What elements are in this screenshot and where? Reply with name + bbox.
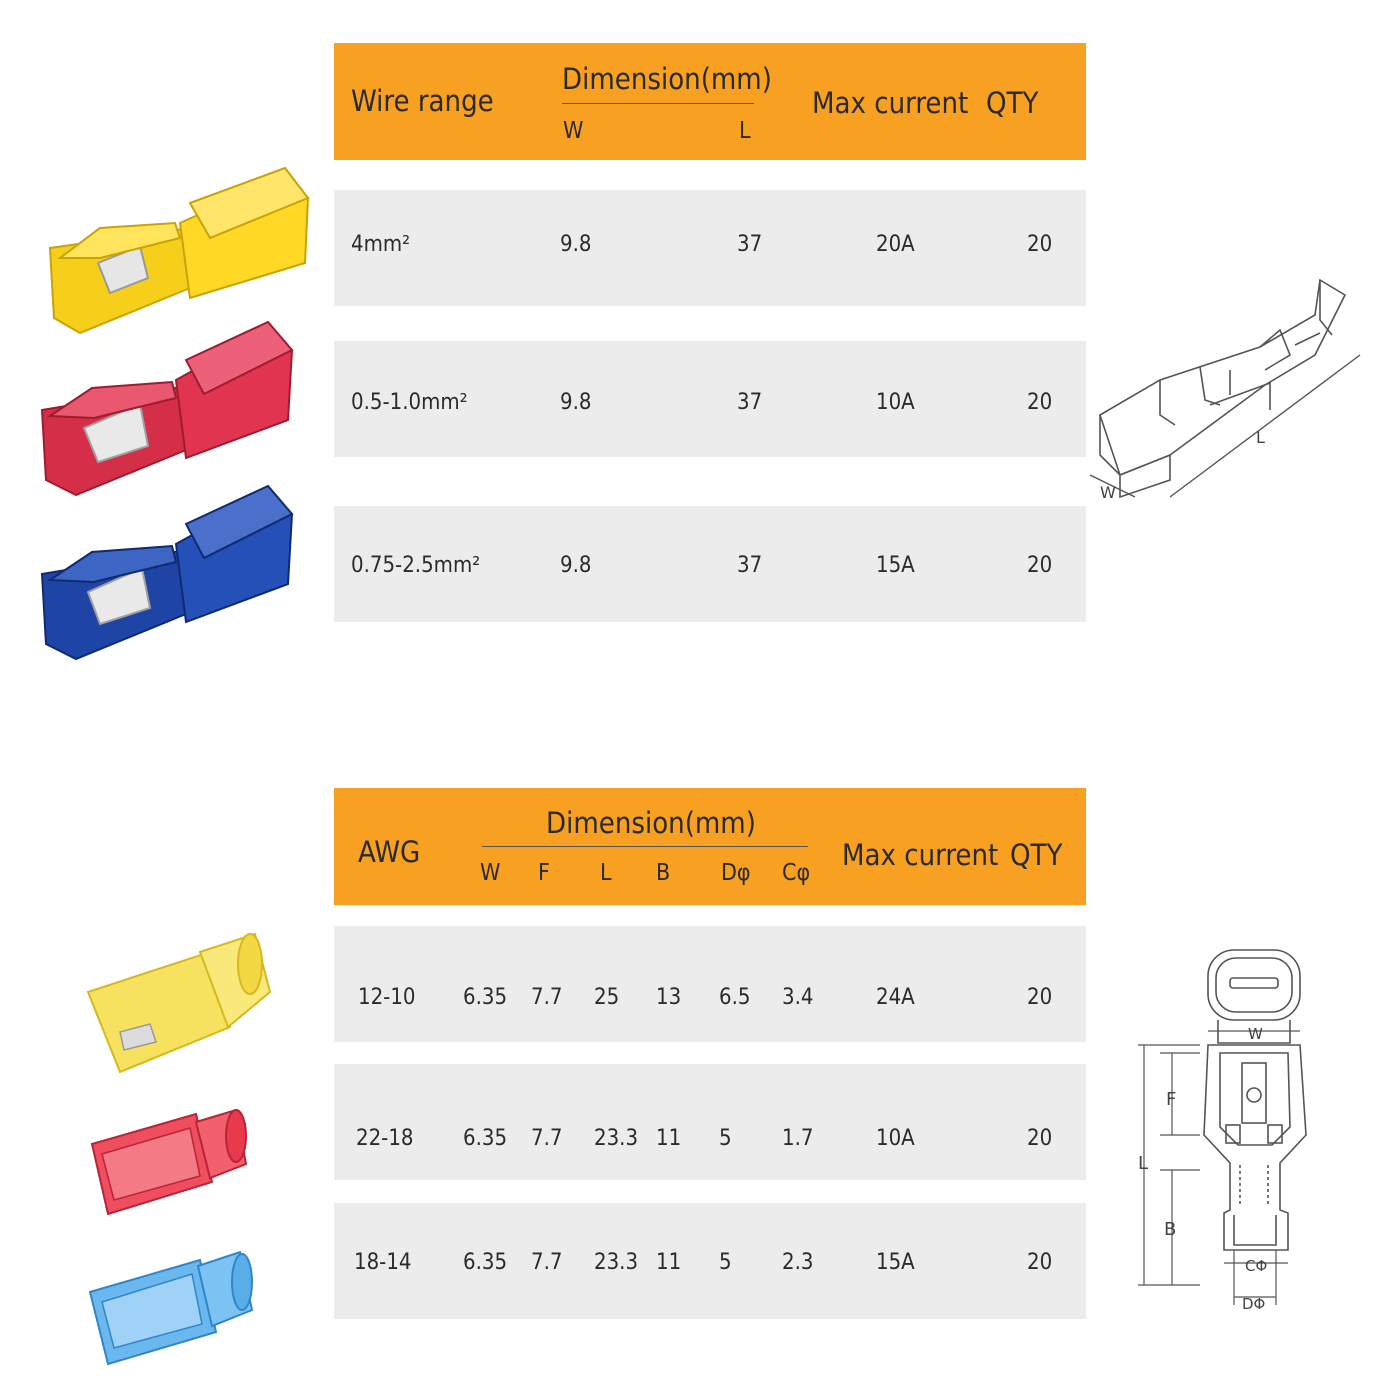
t-tap-diagram-label-l: L (1256, 428, 1265, 447)
table1-header-dimension: Dimension(mm) (562, 62, 772, 96)
spade-diagram-label-c: CΦ (1245, 1257, 1268, 1275)
table2-cell-awg: 22-18 (356, 1126, 414, 1151)
table1-header-w: W (563, 118, 584, 144)
table2-header-l: L (600, 860, 612, 886)
table2-header-max-current: Max current (842, 838, 999, 872)
table2-cell-l: 23.3 (594, 1126, 639, 1151)
table2-cell-b: 11 (656, 1126, 682, 1151)
spade-diagram-label-f: F (1166, 1089, 1177, 1110)
spade-connector-blue-image (84, 1244, 264, 1369)
table2-header-d: Dφ (721, 860, 751, 886)
table2-cell-awg: 12-10 (358, 985, 416, 1010)
t-tap-diagram-label-w: W (1100, 483, 1116, 502)
table2-cell-d: 6.5 (719, 985, 751, 1010)
t-tap-dimension-diagram (1080, 275, 1370, 515)
table2-cell-current: 15A (876, 1250, 915, 1275)
table2-header-qty: QTY (1010, 838, 1063, 872)
table2-cell-b: 13 (656, 985, 682, 1010)
table1-header-max-current: Max current (812, 86, 969, 120)
table2-cell-d: 5 (719, 1250, 732, 1275)
t-tap-connector-yellow-image (40, 168, 315, 343)
table1-header-wire-range: Wire range (351, 84, 494, 118)
table2-header-w: W (480, 860, 501, 886)
table1-cell-l: 37 (737, 390, 763, 415)
table2-cell-f: 7.7 (531, 985, 563, 1010)
table2-cell-current: 10A (876, 1126, 915, 1151)
table1-cell-w: 9.8 (560, 553, 592, 578)
table2-cell-w: 6.35 (463, 1250, 508, 1275)
table1-cell-qty: 20 (1027, 232, 1053, 257)
table2-dimension-underline (482, 846, 808, 847)
table1-header-l: L (739, 118, 751, 144)
spade-diagram-label-l: L (1138, 1153, 1149, 1174)
table1-cell-current: 10A (876, 390, 915, 415)
table2-cell-c: 1.7 (782, 1126, 814, 1151)
spade-diagram-label-d: DΦ (1242, 1295, 1266, 1313)
spade-dimension-diagram (1130, 945, 1330, 1320)
table2-cell-l: 25 (594, 985, 620, 1010)
table2-header-awg: AWG (358, 835, 421, 869)
table1-cell-w: 9.8 (560, 232, 592, 257)
table1-cell-l: 37 (737, 232, 763, 257)
spade-diagram-label-w: W (1248, 1025, 1263, 1043)
table2-cell-c: 2.3 (782, 1250, 814, 1275)
table1-cell-wire: 4mm² (351, 232, 411, 257)
table2-header-dimension: Dimension(mm) (546, 806, 756, 840)
table1-cell-qty: 20 (1027, 553, 1053, 578)
table2-cell-d: 5 (719, 1126, 732, 1151)
table2-cell-b: 11 (656, 1250, 682, 1275)
table1-dimension-underline (562, 103, 754, 104)
table1-cell-wire: 0.5-1.0mm² (351, 390, 468, 415)
table1-cell-l: 37 (737, 553, 763, 578)
table2-row (334, 1064, 1086, 1180)
spade-diagram-label-b: B (1164, 1219, 1177, 1240)
table2-header-c: Cφ (782, 860, 811, 886)
table2-cell-c: 3.4 (782, 985, 814, 1010)
table1-cell-qty: 20 (1027, 390, 1053, 415)
table1-cell-current: 15A (876, 553, 915, 578)
t-tap-connector-red-image (36, 320, 296, 500)
table2-cell-f: 7.7 (531, 1126, 563, 1151)
table2-cell-f: 7.7 (531, 1250, 563, 1275)
table2-header-b: B (656, 860, 671, 886)
spade-connector-yellow-image (80, 932, 275, 1082)
table2-cell-qty: 20 (1027, 985, 1053, 1010)
table2-cell-current: 24A (876, 985, 915, 1010)
table2-row (334, 926, 1086, 1042)
table2-cell-w: 6.35 (463, 985, 508, 1010)
table1-row (334, 190, 1086, 306)
table2-cell-qty: 20 (1027, 1126, 1053, 1151)
table2-cell-awg: 18-14 (354, 1250, 412, 1275)
table2-row (334, 1203, 1086, 1319)
table2-cell-w: 6.35 (463, 1126, 508, 1151)
table1-cell-wire: 0.75-2.5mm² (351, 553, 481, 578)
table2-cell-l: 23.3 (594, 1250, 639, 1275)
t-tap-connector-blue-image (36, 484, 296, 664)
table2-cell-qty: 20 (1027, 1250, 1053, 1275)
table1-header-qty: QTY (986, 86, 1039, 120)
spade-connector-red-image (86, 1104, 261, 1219)
table1-cell-w: 9.8 (560, 390, 592, 415)
table1-cell-current: 20A (876, 232, 915, 257)
table2-header-f: F (538, 860, 550, 886)
